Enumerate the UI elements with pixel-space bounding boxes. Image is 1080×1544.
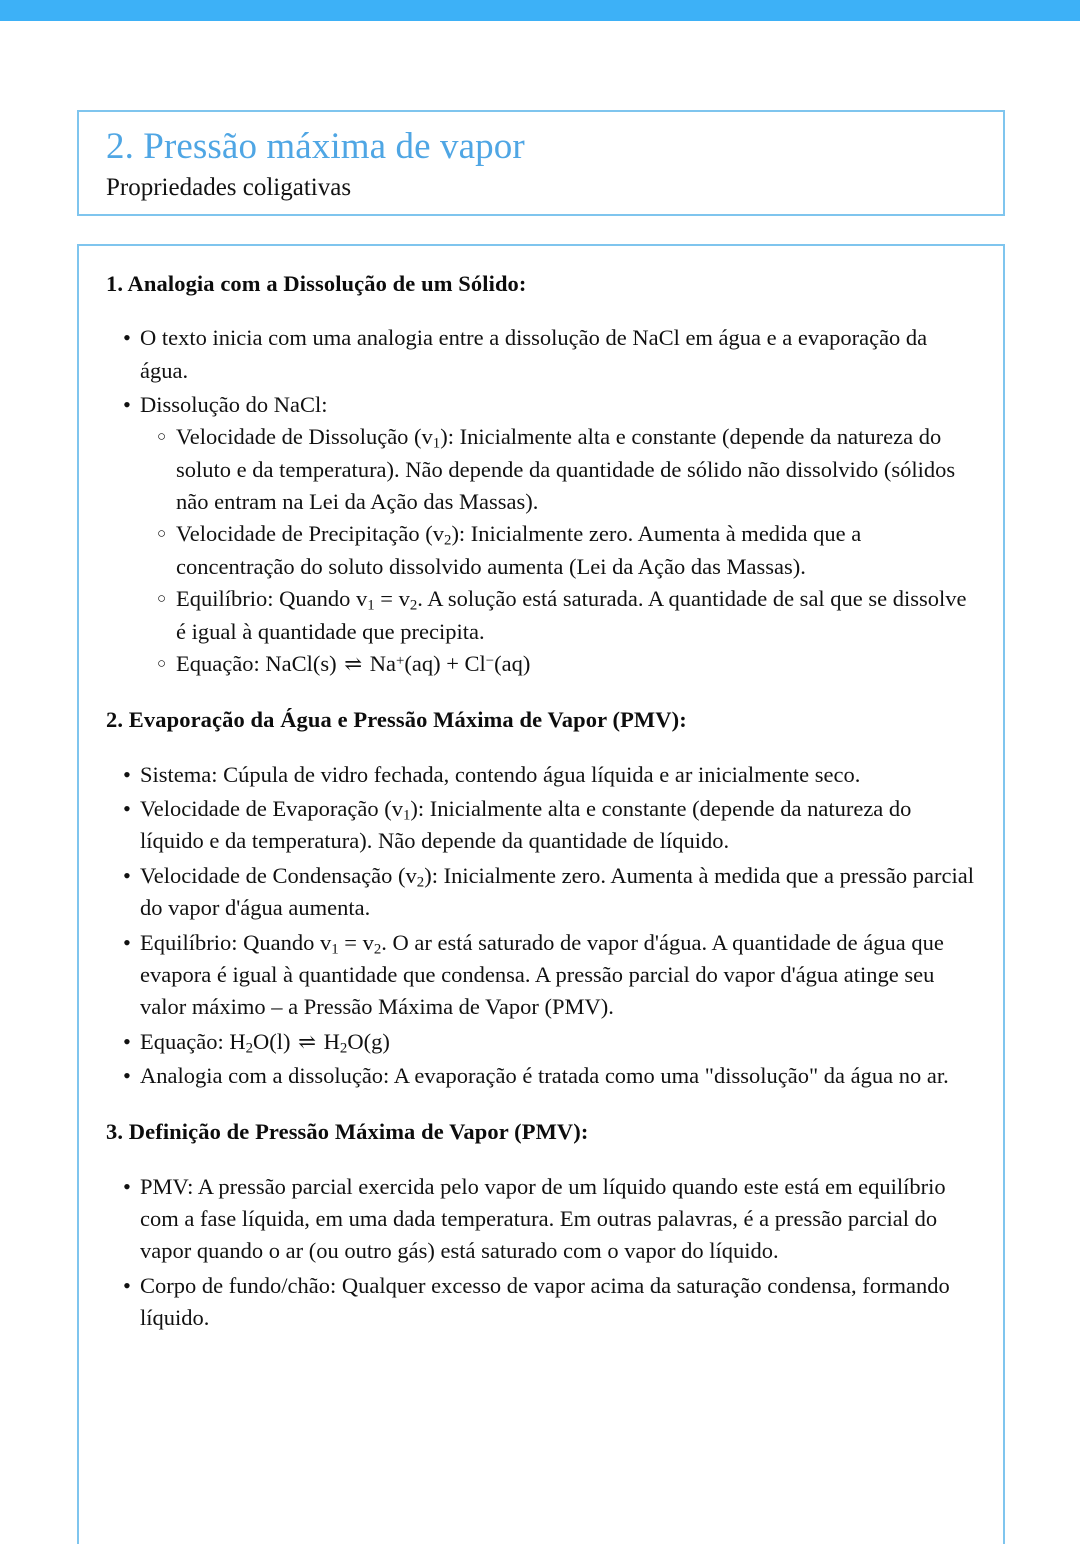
sub-bullet-list — [140, 421, 979, 680]
bullet-dot-icon: • — [123, 1063, 131, 1089]
list-item-text: Sistema: Cúpula de vidro fechada, contendo água líquida e ar inicialmente seco. — [140, 761, 861, 787]
list-item — [106, 322, 979, 387]
top-accent-band — [0, 0, 1080, 21]
list-item-text: Velocidade de Evaporação $(v_1)$: Inicialmente alta e constante (depende da natureza do líquido e da temperatura). Não depende da quantidade de líquido. — [140, 795, 912, 854]
sub-list-item-text: Equação: NaCl(s) ⇌ Na+(aq) + Cl−(aq) — [176, 651, 531, 677]
list-item — [106, 389, 979, 681]
bullet-list — [106, 322, 979, 680]
section-heading: 1. Analogia com a Dissolução de um Sólido: — [106, 271, 527, 296]
list-item-text: Equação: $H_2O(l)$ ⇌ $H_2O(g)$ — [140, 1028, 390, 1057]
list-item — [106, 1060, 979, 1092]
list-item — [106, 759, 979, 791]
sub-list-item — [140, 648, 979, 680]
bullet-dot-icon: • — [123, 391, 131, 417]
list-item-text: O texto inicia com uma analogia entre a dissolução de NaCl em água e a evaporação da água. — [140, 325, 928, 383]
list-item-text: PMV: A pressão parcial exercida pelo vapor de um líquido quando este está em equilíbrio com a fase líquida, em uma dada temperatura. Em outras palavras, é a pressão parcial do vapor quando o ar (ou outro gás) está saturado com o vapor do líquido. — [140, 1173, 946, 1264]
sub-list-item — [140, 421, 979, 518]
bullet-circle-icon: ○ — [157, 591, 167, 608]
list-item-text: Corpo de fundo/chão: Qualquer excesso de vapor acima da saturação condensa, formando líquido. — [140, 1272, 950, 1331]
sections-container — [106, 270, 979, 1335]
list-item-text: Dissolução do NaCl: — [140, 391, 328, 417]
document-content-card — [77, 244, 1005, 1544]
bullet-circle-icon: ○ — [157, 656, 167, 673]
sub-list-item — [140, 518, 979, 583]
bullet-dot-icon: • — [123, 1173, 131, 1199]
document-section — [106, 706, 979, 1092]
list-item — [106, 1171, 979, 1268]
bullet-circle-icon: ○ — [157, 526, 167, 543]
bullet-circle-icon: ○ — [157, 429, 167, 446]
list-item — [106, 793, 979, 858]
page-subtitle: Propriedades coligativas — [106, 174, 352, 202]
section-heading: 2. Evaporação da Água e Pressão Máxima de Vapor (PMV): — [106, 707, 687, 733]
list-item — [106, 927, 979, 1024]
sub-list-item — [140, 583, 979, 648]
bullet-dot-icon: • — [123, 761, 131, 787]
bullet-dot-icon: • — [123, 1028, 131, 1054]
bullet-dot-icon: • — [123, 795, 131, 821]
list-item-text: Velocidade de Condensação $(v_2)$: Inicialmente zero. Aumenta à medida que a pressão parcial do vapor d'água aumenta. — [140, 862, 974, 921]
document-section — [106, 1118, 979, 1334]
list-item — [106, 1270, 979, 1335]
sub-list-item-text: Velocidade de Dissolução $(v_1)$: Inicialmente alta e constante (depende da natureza do soluto e da temperatura). Não depende da quantidade de sólido não dissolvido (sólidos não entram na Lei da Ação das Massas). — [176, 424, 956, 515]
sub-list-item-text: Velocidade de Precipitação $(v_2)$: Inicialmente zero. Aumenta à medida que a concentração do soluto dissolvido aumenta (Lei da Ação das Massas). — [176, 521, 862, 579]
bullet-dot-icon: • — [123, 1272, 131, 1298]
list-item — [106, 1026, 979, 1058]
list-item — [106, 860, 979, 925]
list-item-text: Equilíbrio: Quando $v_1 = v_2$. O ar está saturado de vapor d'água. A quantidade de água que evapora é igual à quantidade que condensa. A pressão parcial do vapor d'água atinge seu valor máximo – a Pressão Máxima de Vapor (PMV). — [140, 929, 944, 1020]
section-heading: 3. Definição de Pressão Máxima de Vapor (PMV): — [106, 1119, 589, 1145]
bullet-dot-icon: • — [123, 325, 131, 351]
list-item-text: Analogia com a dissolução: A evaporação é tratada como uma "dissolução" da água no ar. — [140, 1063, 949, 1089]
bullet-list — [106, 759, 979, 1093]
sub-list-item-text: Equilíbrio: Quando $v_1 = v_2$. A solução está saturada. A quantidade de sal que se dissolve é igual à quantidade que precipita. — [176, 586, 967, 644]
document-section — [106, 270, 979, 680]
bullet-dot-icon: • — [123, 862, 131, 888]
bullet-dot-icon: • — [123, 929, 131, 955]
page-title: 2. Pressão máxima de vapor — [106, 126, 525, 167]
document-header-card — [77, 110, 1005, 216]
bullet-list — [106, 1171, 979, 1335]
